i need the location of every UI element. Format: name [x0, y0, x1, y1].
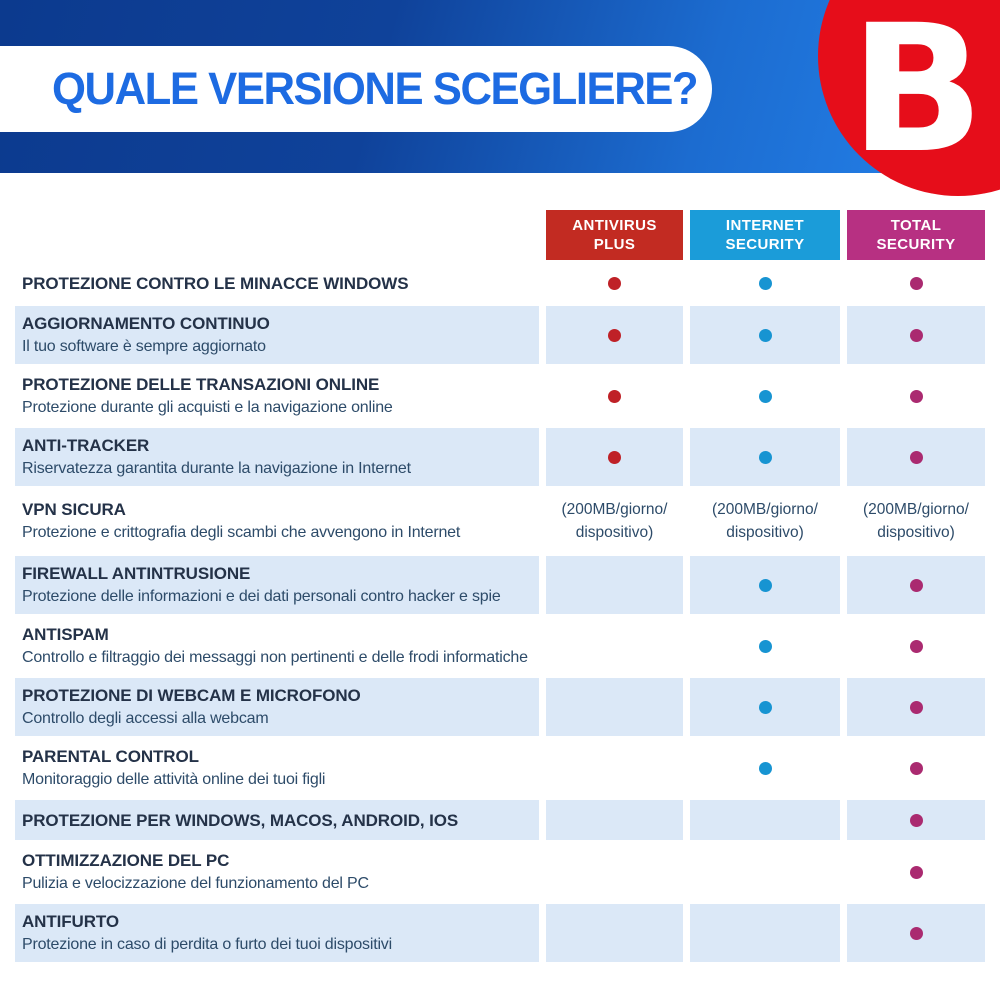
value-cell-antivirus-plus — [546, 263, 683, 303]
value-cell-total-security — [847, 556, 985, 614]
value-cell-antivirus-plus — [546, 556, 683, 614]
value-cell-internet-security — [690, 306, 840, 364]
included-dot-icon — [759, 579, 772, 592]
column-header-internet-security — [690, 210, 840, 260]
vpn-limit-line: dispositivo) — [575, 524, 654, 541]
feature-row — [15, 904, 985, 962]
feature-row — [15, 617, 985, 675]
included-dot-icon — [759, 390, 772, 403]
value-cell-total-security — [847, 739, 985, 797]
value-cell-internet-security — [690, 617, 840, 675]
feature-cell — [15, 367, 539, 425]
vpn-limit-text — [863, 498, 969, 544]
value-cell-total-security — [847, 489, 985, 553]
feature-title: AGGIORNAMENTO CONTINUO — [22, 314, 270, 333]
value-cell-total-security — [847, 800, 985, 840]
value-cell-antivirus-plus — [546, 428, 683, 486]
value-cell-internet-security — [690, 489, 840, 553]
value-cell-total-security — [847, 367, 985, 425]
feature-row — [15, 489, 985, 553]
table-body — [15, 263, 985, 962]
value-cell-antivirus-plus — [546, 843, 683, 901]
value-cell-internet-security — [690, 904, 840, 962]
feature-description: Protezione in caso di perdita o furto dei tuoi dispositivi — [22, 936, 392, 953]
included-dot-icon — [608, 329, 621, 342]
vpn-limit-text — [562, 498, 668, 544]
vpn-limit-text — [712, 498, 818, 544]
value-cell-antivirus-plus — [546, 367, 683, 425]
included-dot-icon — [759, 762, 772, 775]
vpn-limit-line: (200MB/giorno/ — [863, 501, 969, 518]
feature-title: OTTIMIZZAZIONE DEL PC — [22, 851, 230, 870]
feature-cell — [15, 489, 539, 553]
feature-row — [15, 263, 985, 303]
title-banner — [0, 46, 712, 132]
column-header-label: TOTAL — [890, 217, 942, 234]
vpn-limit-line: dispositivo) — [877, 524, 955, 541]
value-cell-internet-security — [690, 843, 840, 901]
value-cell-internet-security — [690, 556, 840, 614]
included-dot-icon — [608, 451, 621, 464]
feature-title: ANTI-TRACKER — [22, 436, 150, 455]
included-dot-icon — [759, 329, 772, 342]
feature-title: ANTIFURTO — [22, 912, 119, 931]
column-header-total-security — [847, 210, 985, 260]
included-dot-icon — [910, 866, 923, 879]
vpn-limit-line: (200MB/giorno/ — [712, 501, 818, 518]
value-cell-total-security — [847, 306, 985, 364]
feature-row — [15, 428, 985, 486]
feature-cell — [15, 428, 539, 486]
feature-cell — [15, 263, 539, 303]
value-cell-antivirus-plus — [546, 739, 683, 797]
feature-row — [15, 800, 985, 840]
value-cell-antivirus-plus — [546, 617, 683, 675]
value-cell-total-security — [847, 678, 985, 736]
value-cell-total-security — [847, 843, 985, 901]
column-header-label: ANTIVIRUS — [572, 217, 657, 234]
vpn-limit-line: dispositivo) — [726, 524, 804, 541]
feature-cell — [15, 843, 539, 901]
feature-cell — [15, 739, 539, 797]
value-cell-antivirus-plus — [546, 678, 683, 736]
value-cell-total-security — [847, 904, 985, 962]
feature-cell — [15, 904, 539, 962]
included-dot-icon — [910, 277, 923, 290]
column-header-label: SECURITY — [876, 236, 956, 253]
feature-title: ANTISPAM — [22, 625, 109, 644]
feature-title: FIREWALL ANTINTRUSIONE — [22, 564, 251, 583]
value-cell-antivirus-plus — [546, 904, 683, 962]
feature-title: PROTEZIONE DELLE TRANSAZIONI ONLINE — [22, 375, 380, 394]
feature-description: Riservatezza garantita durante la navigazione in Internet — [22, 460, 411, 477]
feature-description: Il tuo software è sempre aggiornato — [22, 338, 266, 355]
page-title: QUALE VERSIONE SCEGLIERE? — [52, 63, 698, 114]
feature-title: PROTEZIONE PER WINDOWS, MACOS, ANDROID, IOS — [22, 810, 459, 830]
feature-cell — [15, 617, 539, 675]
value-cell-internet-security — [690, 428, 840, 486]
value-cell-internet-security — [690, 739, 840, 797]
included-dot-icon — [910, 451, 923, 464]
value-cell-internet-security — [690, 263, 840, 303]
feature-cell — [15, 800, 539, 840]
value-cell-antivirus-plus — [546, 306, 683, 364]
feature-row — [15, 367, 985, 425]
bitdefender-b-icon: B — [850, 0, 985, 192]
included-dot-icon — [759, 640, 772, 653]
value-cell-total-security — [847, 428, 985, 486]
column-header-label: PLUS — [593, 236, 636, 253]
included-dot-icon — [759, 277, 772, 290]
value-cell-total-security — [847, 263, 985, 303]
included-dot-icon — [759, 701, 772, 714]
value-cell-internet-security — [690, 800, 840, 840]
value-cell-total-security — [847, 617, 985, 675]
column-header-label: INTERNET — [725, 217, 805, 234]
column-header-antivirus-plus — [546, 210, 683, 260]
column-header-label: SECURITY — [725, 236, 805, 253]
included-dot-icon — [910, 329, 923, 342]
feature-description: Protezione delle informazioni e dei dati personali contro hacker e spie — [22, 588, 501, 605]
feature-cell — [15, 306, 539, 364]
value-cell-internet-security — [690, 678, 840, 736]
feature-title: PARENTAL CONTROL — [22, 747, 199, 766]
value-cell-antivirus-plus — [546, 800, 683, 840]
feature-cell — [15, 678, 539, 736]
included-dot-icon — [910, 640, 923, 653]
feature-title: VPN SICURA — [22, 500, 126, 519]
included-dot-icon — [910, 814, 923, 827]
feature-description: Pulizia e velocizzazione del funzionamento del PC — [22, 875, 369, 892]
included-dot-icon — [759, 451, 772, 464]
table-header-row — [15, 210, 985, 260]
comparison-table — [15, 210, 985, 965]
feature-description: Controllo e filtraggio dei messaggi non pertinenti e delle frodi informatiche — [22, 649, 528, 666]
included-dot-icon — [910, 927, 923, 940]
value-cell-antivirus-plus — [546, 489, 683, 553]
feature-row — [15, 843, 985, 901]
feature-title: PROTEZIONE CONTRO LE MINACCE WINDOWS — [22, 273, 409, 293]
value-cell-internet-security — [690, 367, 840, 425]
feature-description: Protezione durante gli acquisti e la navigazione online — [22, 399, 393, 416]
included-dot-icon — [910, 701, 923, 714]
feature-description: Protezione e crittografia degli scambi che avvengono in Internet — [22, 524, 461, 541]
feature-description: Monitoraggio delle attività online dei tuoi figli — [22, 771, 326, 788]
included-dot-icon — [608, 390, 621, 403]
feature-description: Controllo degli accessi alla webcam — [22, 710, 269, 727]
feature-cell — [15, 556, 539, 614]
included-dot-icon — [910, 390, 923, 403]
feature-row — [15, 678, 985, 736]
feature-title: PROTEZIONE DI WEBCAM E MICROFONO — [22, 686, 361, 705]
vpn-limit-line: (200MB/giorno/ — [561, 501, 668, 518]
feature-row — [15, 556, 985, 614]
feature-row — [15, 306, 985, 364]
header-spacer — [15, 210, 539, 260]
included-dot-icon — [608, 277, 621, 290]
included-dot-icon — [910, 762, 923, 775]
included-dot-icon — [910, 579, 923, 592]
feature-row — [15, 739, 985, 797]
